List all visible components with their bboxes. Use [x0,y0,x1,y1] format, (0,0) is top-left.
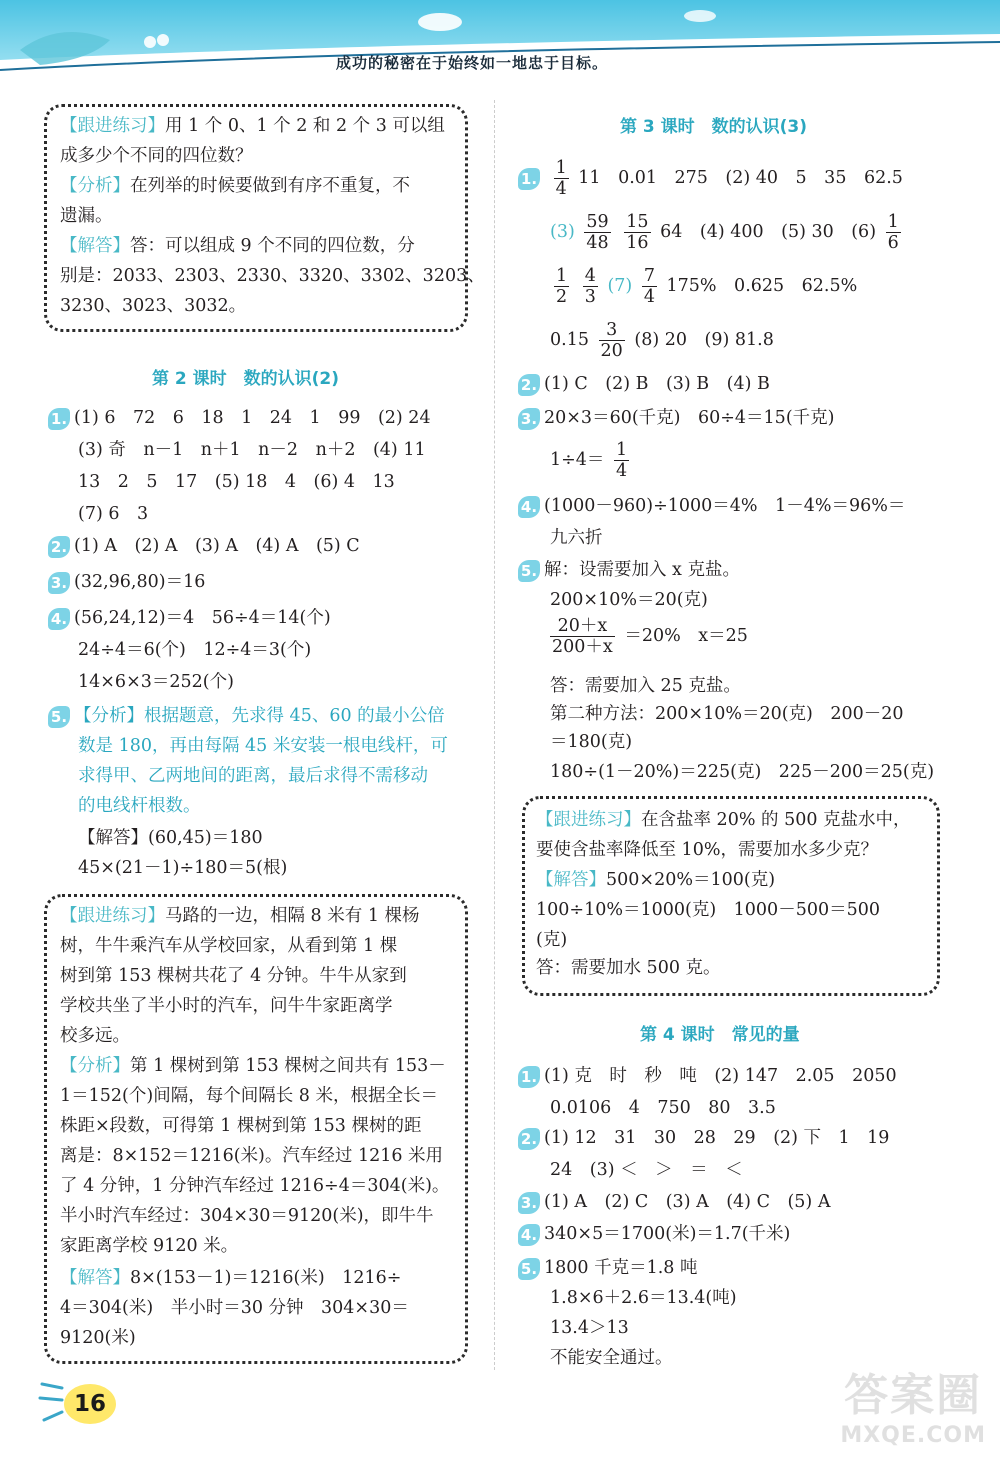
fraction [550,616,615,657]
question-number-badge: 4. [48,608,70,630]
question-number-badge: 5. [518,1258,540,1280]
fraction [584,212,610,253]
box2-line: 马路的一边，相隔 8 米有 1 棵杨 [165,906,420,926]
box3-line: 要使含盐率降低至 10%，需要加水多少克？ [536,840,878,860]
fraction-denominator: 4 [616,461,628,481]
fraction [554,158,569,199]
header-motto: 成功的秘密在于始终如一地忠于目标。 [336,54,609,72]
answer-line: 【解答】(60,45)＝180 [78,828,263,848]
answer-line: (1) 6 72 6 18 1 24 1 99 (2) 24 [74,408,431,428]
answer-line: (7) 6 3 [78,504,149,524]
fraction-numerator: 15 [626,212,649,232]
fraction [886,212,901,253]
answer-line: (3) 奇 n－1 n＋1 n－2 n＋2 (4) 11 [78,440,426,460]
box2-line: 9120(米) [60,1328,136,1348]
answer-line: (1) 12 31 30 28 29 (2) 下 1 19 [544,1128,890,1148]
box2-line: 了 4 分钟，1 分钟汽车经过 1216÷4＝304(米)。 [60,1176,450,1196]
answer-line: 13 2 5 17 (5) 18 4 (6) 4 13 [78,472,395,492]
box3-line: 500×20%＝100(克) [606,870,776,890]
fraction-numerator: 1 [616,440,628,460]
fraction-denominator: 4 [555,179,567,199]
answer-line: (8) 20 (9) 81.8 [634,330,774,350]
fraction-numerator: 7 [643,266,655,286]
box1-line: 3230、3023、3032。 [60,296,247,316]
answer-line: 11 0.01 275 (2) 40 5 35 62.5 [578,168,903,188]
answer-line: 13.4＞13 [550,1318,629,1338]
answer-line: 180÷(1－20%)＝225(克) 225－200＝25(克) [550,762,935,782]
fraction [624,212,650,253]
box1-line: 遗漏。 [60,206,113,226]
box2-line: 4＝304(米) 半小时＝30 分钟 304×30＝ [60,1298,409,1318]
answer-line: (1) 克 时 秒 吨 (2) 147 2.05 2050 [544,1066,897,1086]
question-number-badge: 3. [518,408,540,430]
box2-line: 树，牛牛乘汽车从学校回家，从看到第 1 棵 [60,936,398,956]
box1-line: 成多少个不同的四位数？ [60,146,253,166]
tag-follow-up: 【跟进练习】 [536,810,641,830]
question-number-badge: 1. [518,168,540,190]
box1-line: 用 1 个 0、1 个 2 和 2 个 3 可以组 [165,116,445,136]
page-number: 16 [64,1384,116,1424]
fraction-denominator: 16 [626,233,649,253]
fraction-numerator: 3 [599,320,625,341]
watermark-bottom: MXQE.COM [840,1423,986,1448]
question-number-badge: 2. [518,1128,540,1150]
question-number-badge: 1. [48,408,70,430]
box3-line: 答：需要加水 500 克。 [536,958,721,978]
question-number-badge: 5. [518,560,540,582]
answer-line: (32,96,80)＝16 [74,572,206,592]
box2-line: 1＝152(个)间隔，每个间隔长 8 米，根据全长＝ [60,1086,438,1106]
question-number-badge: 3. [518,1192,540,1214]
tag-analysis: 【分析】 [60,1056,130,1076]
fraction-denominator: 20 [600,341,623,361]
question-number-badge: 4. [518,1224,540,1246]
question-number-badge: 1. [518,1066,540,1088]
answer-line: 14×6×3＝252(个) [78,672,234,692]
analysis-line: 的电线杆根数。 [78,796,201,816]
fraction-numerator: 1 [887,212,899,232]
fraction-numerator: 4 [584,266,596,286]
box2-line: 学校共坐了半小时的汽车，问牛牛家距离学 [60,996,393,1016]
tag-follow-up: 【跟进练习】 [60,906,165,926]
box3-line: 100÷10%＝1000(克) 1000－500＝500 [536,900,880,920]
answer-line: 1.8×6＋2.6＝13.4(吨) [550,1288,737,1308]
answer-line: 答：需要加入 25 克盐。 [550,676,741,696]
box1-line: 别是：2033、2303、2330、3320、3302、3203、 [60,266,485,286]
answer-line: 200×10%＝20(克) [550,590,708,610]
banner-illustration [0,0,1000,92]
answer-line: 64 (4) 400 (5) 30 (6) [660,222,877,242]
fraction [642,266,657,307]
fraction-denominator: 4 [643,287,655,307]
fraction-denominator: 48 [586,233,609,253]
answer-line: (1000－960)÷1000＝4% 1－4%＝96%＝ [544,496,906,516]
fraction-numerator: 20＋x [550,616,615,637]
lesson-3-title: 第 3 课时 数的认识(3) [620,117,808,137]
tag-follow-up: 【跟进练习】 [60,116,165,136]
answer-line: 45×(21－1)÷180＝5(根) [78,858,288,878]
subquestion-label: (3) [550,222,575,242]
box2-line: 家距离学校 9120 米。 [60,1236,239,1256]
fraction-denominator: 200＋x [552,637,613,657]
answer-line: 24 (3) ＜ ＞ ＝ ＜ [550,1160,743,1180]
column-divider [494,100,495,1370]
box2-line: 树到第 153 棵树共花了 4 分钟。牛牛从家到 [60,966,407,986]
question-number-badge: 3. [48,572,70,594]
answer-line: 九六折 [550,528,603,548]
box2-line: 校多远。 [60,1026,130,1046]
answer-line: 20×3＝60(千克) 60÷4＝15(千克) [544,408,835,428]
question-number-badge: 2. [48,536,70,558]
tag-answer: 【解答】 [536,870,606,890]
subquestion-label: (7) [607,276,633,296]
box1-line: 在列举的时候要做到有序不重复，不 [130,176,410,196]
analysis-line: 数是 180，再由每隔 45 米安装一根电线杆，可 [78,736,448,756]
question-number-badge: 2. [518,374,540,396]
tag-answer: 【解答】 [60,236,130,256]
header-banner [0,0,1000,92]
answer-line: (56,24,12)＝4 56÷4＝14(个) [74,608,331,628]
box1-line: 答：可以组成 9 个不同的四位数，分 [130,236,415,256]
fraction-numerator: 59 [586,212,609,232]
answer-line: 1800 千克＝1.8 吨 [544,1258,698,1278]
answer-line: (1) A (2) C (3) A (4) C (5) A [544,1192,831,1212]
answer-line: 第二种方法：200×10%＝20(克) 200－20 [550,704,904,724]
answer-line: (1) A (2) A (3) A (4) A (5) C [74,536,360,556]
box2-line: 离是：8×152＝1216(米)。汽车经过 1216 米用 [60,1146,444,1166]
fraction [599,320,625,361]
answer-line: 24÷4＝6(个) 12÷4＝3(个) [78,640,312,660]
fraction [554,266,569,307]
tag-answer: 【解答】 [60,1268,130,1288]
tag-analysis: 【分析】 [60,176,130,196]
fraction-denominator: 6 [887,233,899,253]
lesson-2-title: 第 2 课时 数的认识(2) [152,369,340,389]
box2-line: 第 1 棵树到第 153 棵树之间共有 153－ [130,1056,446,1076]
answer-line: ＝20% x＝25 [624,626,748,646]
fraction-numerator: 1 [556,266,568,286]
box3-line: (克) [536,930,568,950]
box2-line: 株距×段数，可得第 1 棵树到第 153 棵树的距 [60,1116,422,1136]
fraction-denominator: 2 [556,287,568,307]
answer-line: ＝180(克) [550,732,633,752]
fraction-numerator: 1 [555,158,567,178]
answer-value: 0.15 [550,330,589,350]
box2-line: 8×(153－1)＝1216(米) 1216÷ [130,1268,402,1288]
box2-line: 半小时汽车经过：304×30＝9120(米)，即牛牛 [60,1206,434,1226]
page-number-decoration-icon [38,1382,64,1428]
watermark [840,1359,986,1448]
fraction [614,440,629,481]
answer-line: 不能安全通过。 [550,1348,673,1368]
box3-line: 在含盐率 20% 的 500 克盐水中， [641,810,911,830]
answer-line: 解：设需要加入 x 克盐。 [544,560,740,580]
answer-line: 175% 0.625 62.5% [666,276,858,296]
question-number-badge: 4. [518,496,540,518]
answer-line: 0.0106 4 750 80 3.5 [550,1098,776,1118]
fraction [583,266,598,307]
watermark-top: 答案圈 [844,1370,983,1421]
analysis-line: 【分析】根据题意，先求得 45、60 的最小公倍 [74,706,445,726]
question-number-badge: 5. [48,706,70,728]
answer-line: (1) C (2) B (3) B (4) B [544,374,770,394]
answer-line: 1÷4＝ [550,450,605,470]
lesson-4-title: 第 4 课时 常见的量 [640,1025,800,1045]
fraction-denominator: 3 [584,287,596,307]
analysis-line: 求得甲、乙两地间的距离，最后求得不需移动 [78,766,428,786]
answer-line: 340×5＝1700(米)＝1.7(千米) [544,1224,791,1244]
